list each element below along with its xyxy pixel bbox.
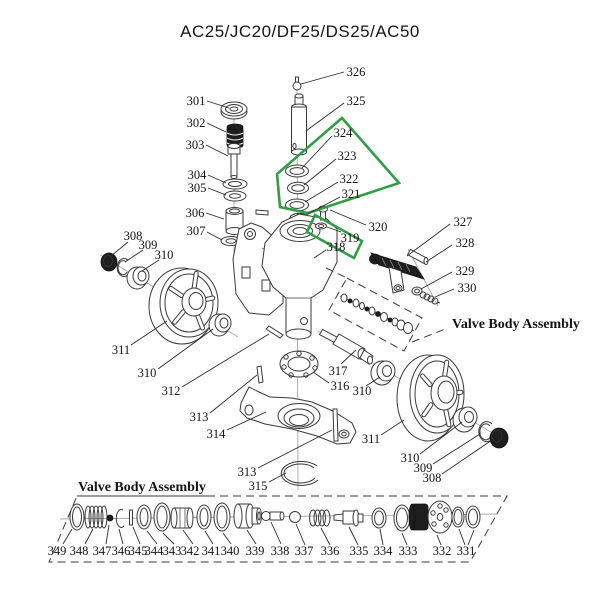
leader-line [183, 530, 193, 544]
leader-line [208, 175, 226, 183]
leader-line [119, 529, 123, 544]
part-label-316: 316 [330, 379, 350, 393]
part-label-333: 333 [398, 544, 418, 558]
spring-348 [85, 506, 107, 528]
part-label-341: 341 [201, 544, 221, 558]
axis-lines [60, 82, 508, 519]
ball-326 [293, 82, 301, 90]
part-label-310: 310 [137, 366, 157, 380]
fitting-338 [262, 512, 285, 521]
spool-332 [409, 501, 452, 533]
leader-line [247, 530, 256, 544]
part-label-310: 310 [400, 451, 420, 465]
part-label-313: 313 [189, 410, 209, 424]
part-label-339: 339 [245, 544, 265, 558]
part-label-305: 305 [187, 181, 207, 195]
part-label-311: 311 [361, 432, 381, 446]
bearing-310-right [453, 407, 477, 432]
part-label-336: 336 [320, 544, 340, 558]
flange-ring-316 [280, 351, 318, 377]
leader-line [321, 528, 330, 545]
part-label-304: 304 [187, 168, 207, 182]
part-label-347: 347 [92, 544, 112, 558]
ring-341 [197, 505, 211, 529]
leader-line [301, 72, 344, 84]
bearing-310 [127, 267, 149, 289]
part-label-331: 331 [456, 544, 476, 558]
bearing-310-inner [209, 314, 231, 336]
plug-339 [234, 504, 262, 528]
part-label-306: 306 [185, 206, 205, 220]
leader-line [349, 527, 358, 545]
screw-335 [334, 510, 363, 526]
bolt-303 [228, 144, 240, 179]
part-label-313: 313 [237, 465, 257, 479]
leader-line [205, 531, 213, 544]
pin-345 [130, 510, 133, 525]
valve-parts-inline [340, 294, 414, 334]
right-wheel-group [397, 355, 508, 448]
part-label-334: 334 [373, 544, 393, 558]
ball-347 [107, 515, 113, 521]
ring-343 [154, 503, 170, 531]
leader-line [407, 224, 450, 256]
part-label-315: 315 [248, 479, 268, 493]
part-label-312: 312 [161, 384, 181, 398]
leader-line [271, 522, 281, 544]
piston-342 [171, 508, 193, 528]
snap-ring-315 [281, 461, 318, 485]
part-label-348: 348 [69, 544, 89, 558]
part-label-349: 349 [47, 544, 67, 558]
part-label-329: 329 [455, 264, 475, 278]
part-label-322: 322 [339, 172, 359, 186]
page-title: AC25/JC20/DF25/DS25/AC50 [180, 22, 420, 41]
leader-line [63, 529, 72, 544]
leader-line [468, 530, 474, 545]
part-label-337: 337 [294, 544, 314, 558]
part-label-319: 319 [340, 231, 360, 245]
valve-body-assembly-label-bottom: Valve Body Assembly [78, 480, 206, 495]
leader-line [381, 420, 404, 435]
spring-330 [420, 292, 440, 304]
part-label-326: 326 [346, 65, 366, 79]
leader-line [207, 232, 222, 240]
pin-313b [333, 409, 338, 441]
part-label-325: 325 [346, 94, 366, 108]
part-label-307: 307 [186, 224, 206, 238]
part-label-332: 332 [432, 544, 452, 558]
part-label-317: 317 [328, 364, 348, 378]
ring-340 [214, 503, 230, 531]
leader-line [442, 440, 492, 474]
part-label-320: 320 [368, 220, 388, 234]
part-label-328: 328 [455, 236, 475, 250]
pin-312 [266, 326, 283, 338]
part-label-308: 308 [123, 229, 143, 243]
leader-line [435, 289, 454, 297]
part-label-327: 327 [453, 215, 473, 229]
part-label-309: 309 [413, 461, 433, 475]
part-label-323: 323 [337, 149, 357, 163]
pin-313 [257, 366, 263, 383]
part-label-335: 335 [349, 544, 369, 558]
part-label-309: 309 [138, 238, 158, 252]
part-label-346: 346 [111, 544, 131, 558]
part-label-302: 302 [186, 116, 206, 130]
part-label-310: 310 [154, 248, 174, 262]
ball-337 [290, 512, 301, 523]
lower-center-group [237, 329, 395, 485]
leader-line [426, 245, 452, 262]
leader-line [305, 182, 338, 202]
leader-line [106, 525, 109, 544]
part-label-314: 314 [206, 427, 226, 441]
part-label-344: 344 [144, 544, 164, 558]
part-label-340: 340 [220, 544, 240, 558]
leader-line [330, 210, 366, 225]
part-label-345: 345 [128, 544, 148, 558]
piston-325 [292, 94, 307, 155]
spring-336 [310, 510, 331, 526]
small-pin [256, 210, 268, 215]
part-label-310: 310 [352, 384, 372, 398]
part-label-301: 301 [186, 94, 206, 108]
part-label-330: 330 [457, 281, 477, 295]
leader-line [111, 242, 128, 256]
leader-line [147, 531, 157, 544]
ring-344 [137, 505, 151, 529]
leader-line [296, 524, 305, 545]
valve-body-assembly-label-right: Valve Body Assembly [452, 317, 580, 332]
leader-line [421, 272, 452, 289]
leader-line [269, 473, 286, 482]
leader-line [380, 529, 383, 545]
cap-308-right [490, 428, 508, 448]
leader-line [133, 527, 140, 544]
part-label-338: 338 [270, 544, 290, 558]
release-lever-group [370, 249, 441, 304]
leader-line [207, 123, 226, 132]
part-label-321: 321 [341, 187, 361, 201]
bearing-310-center [371, 361, 395, 385]
part-label-324: 324 [333, 126, 353, 140]
part-label-303: 303 [185, 138, 205, 152]
leader-line [163, 533, 174, 544]
part-label-318: 318 [326, 240, 346, 254]
leader-line [208, 188, 226, 195]
part-label-343: 343 [162, 544, 182, 558]
leader-line [313, 372, 329, 383]
leader-line [459, 529, 465, 545]
valve-body-strip [70, 501, 480, 533]
part-label-342: 342 [180, 544, 200, 558]
leader-line [85, 529, 93, 544]
leader-line [206, 213, 224, 219]
leader-line [206, 145, 228, 156]
part-label-311: 311 [111, 343, 131, 357]
part-label-308: 308 [422, 471, 442, 485]
leader-line [223, 533, 231, 544]
nut-319 [316, 223, 327, 229]
